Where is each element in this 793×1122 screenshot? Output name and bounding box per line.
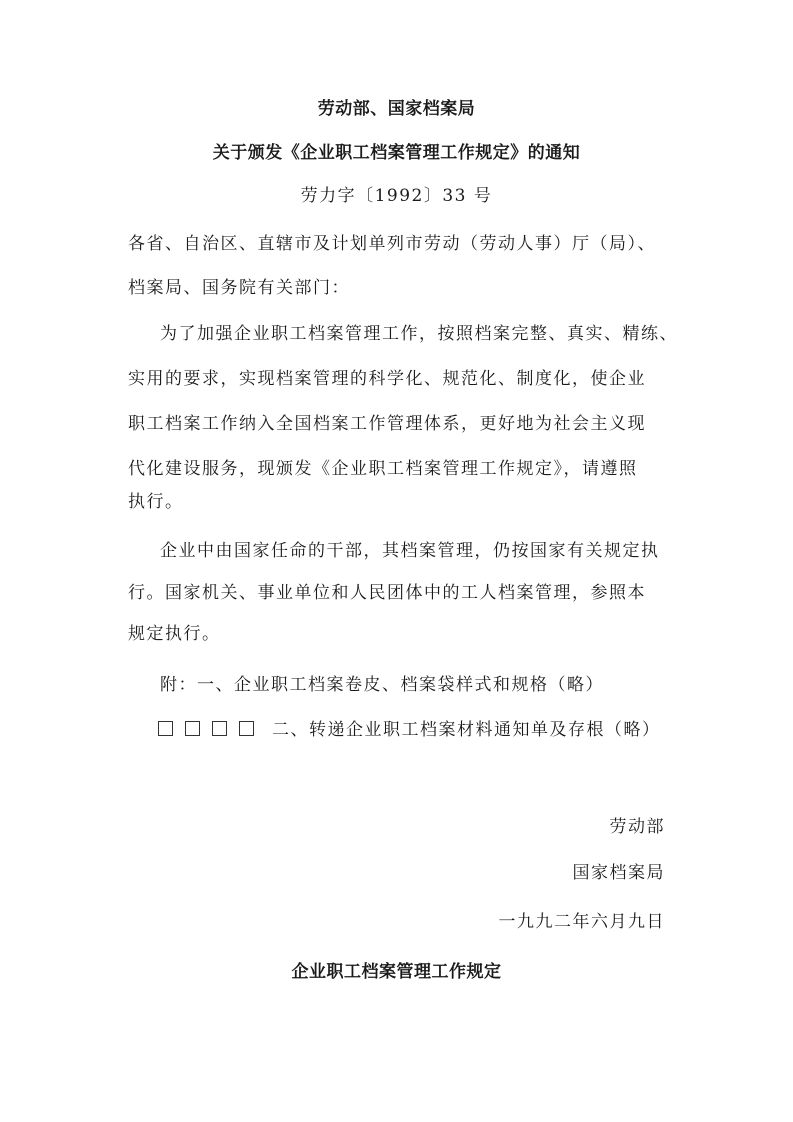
addressee-line-1: 各省、自治区、直辖市及计划单列市劳动（劳动人事）厅（局）、 [128, 234, 656, 254]
paragraph-1-line-2: 实用的要求，实现档案管理的科学化、规范化、制度化，使企业 [128, 369, 646, 389]
paragraph-1-line-4: 代化建设服务，现颁发《企业职工档案管理工作规定》，请遵照 [128, 459, 638, 479]
issuer-heading: 劳动部、国家档案局 [317, 99, 476, 119]
attachment-item-2: 二、转递企业职工档案材料通知单及存根（略） [272, 720, 661, 740]
paragraph-2-line-2: 行。国家机关、事业单位和人民团体中的工人档案管理，参照本 [128, 583, 646, 603]
signature-org-1: 劳动部 [609, 817, 665, 837]
signature-date: 一九九二年六月九日 [498, 912, 665, 932]
document-title: 关于颁发《企业职工档案管理工作规定》的通知 [212, 143, 581, 163]
addressee-line-2: 档案局、国务院有关部门： [128, 278, 350, 298]
checkbox-4[interactable] [239, 721, 254, 736]
document-number: 劳力字〔1992〕33 号 [300, 186, 493, 206]
paragraph-1-line-3: 职工档案工作纳入全国档案工作管理体系，更好地为社会主义现 [128, 414, 646, 434]
paragraph-2-line-3: 规定执行。 [128, 624, 221, 644]
checkbox-1[interactable] [158, 721, 173, 736]
checkbox-group [158, 721, 254, 736]
paragraph-1-line-1: 为了加强企业职工档案管理工作，按照档案完整、真实、精练、 [160, 324, 678, 344]
checkbox-3[interactable] [212, 721, 227, 736]
paragraph-1-line-5: 执行。 [128, 492, 184, 512]
attachment-item-1: 附：一、企业职工档案卷皮、档案袋样式和规格（略） [160, 675, 604, 695]
checkbox-2[interactable] [185, 721, 200, 736]
signature-org-2: 国家档案局 [572, 863, 665, 883]
paragraph-2-line-1: 企业中由国家任命的干部，其档案管理，仍按国家有关规定执 [160, 541, 660, 561]
next-section-title: 企业职工档案管理工作规定 [291, 962, 502, 982]
